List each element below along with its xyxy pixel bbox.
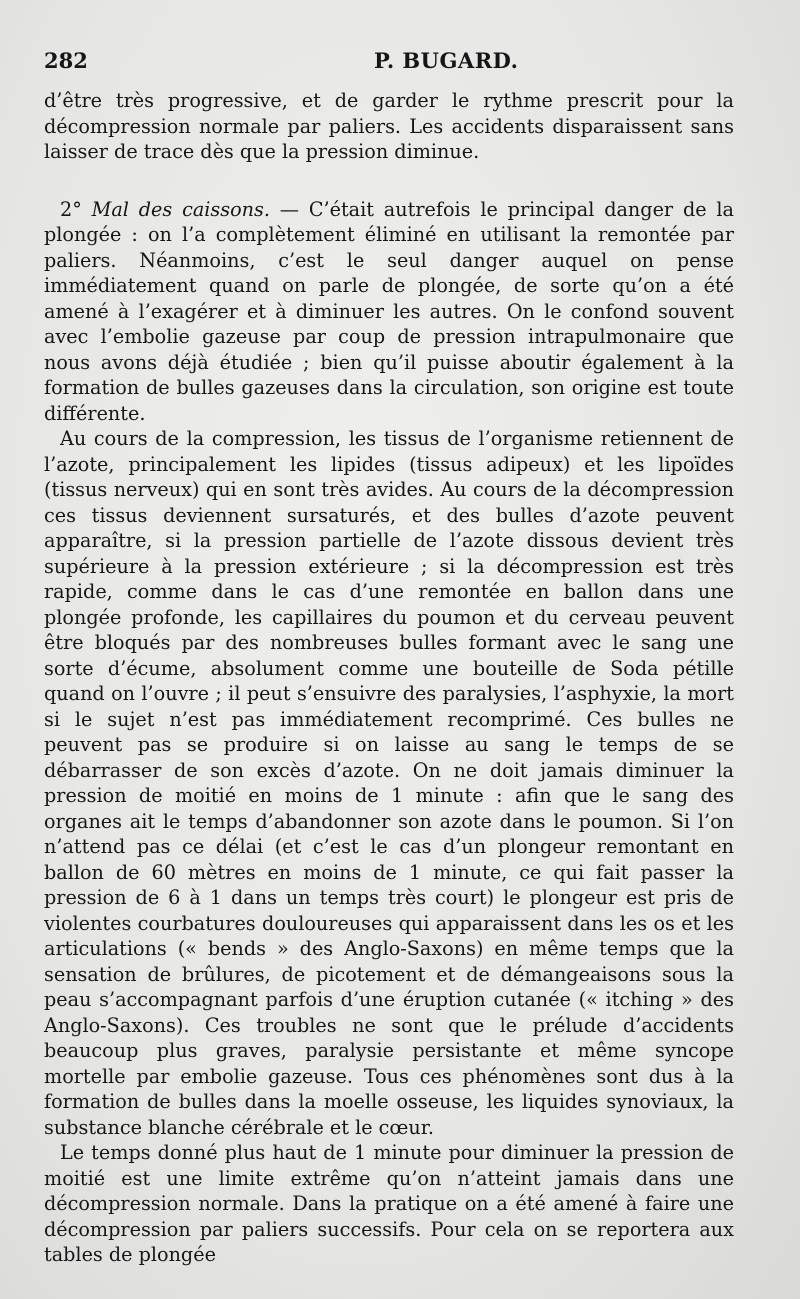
body-text <box>44 88 734 1268</box>
paragraph-continuation: d’être très progressive, et de garder le rythme prescrit pour la décompression normale par paliers. Les accidents disparaissent sans laisser de trace dès que la pression diminue. <box>44 89 734 163</box>
paragraph-mal-des-caissons <box>44 197 734 427</box>
page-number: 282 <box>44 48 88 73</box>
running-head: P. BUGARD. <box>374 48 519 73</box>
page-header <box>44 48 760 76</box>
paragraph-compression: Au cours de la compression, les tissus de l’organisme retiennent de l’azote, principalement les lipides (tissus adipeux) et les lipoïdes (tissus nerveux) qui en sont très avides. Au cours de la décompression ces tissus deviennent sursaturés, et des bulles d’azote peuvent apparaître, si la pression partielle de l’azote dissous devient très supérieure à la pression extérieure ; si la décompression est très rapide, comme dans le cas d’une remontée en ballon dans une plongée profonde, les capillaires du poumon et du cerveau peuvent être bloqués par des nombreuses bulles formant avec le sang une sorte d’écume, absolument comme une bouteille de Soda pétille quand on l’ouvre ; il peut s’ensuivre des paralysies, l’asphyxie, la mort si le sujet n’est pas immédiatement recomprimé. Ces bulles ne peuvent pas se produire si on laisse au sang le temps de se débarrasser de son excès d’azote. On ne doit jamais diminuer la pression de moitié en moins de 1 minute : afin que le sang des organes ait le temps d’abandonner son azote dans le poumon. Si l’on n’attend pas ce délai (et c’est le cas d’un plongeur remontant en ballon de 60 mètres en moins de 1 minute, ce qui fait passer la pression de 6 à 1 dans un temps très court) le plongeur est pris de violentes courbatures douloureuses qui apparaissent dans les os et les articulations (« bends » des Anglo-Saxons) en même temps que la sensation de brûlures, de picotement et de démangeaisons sous la peau s’accompagnant parfois d’une éruption cutanée (« itching » des Anglo-Saxons). Ces troubles ne sont que le prélude d’accidents beaucoup plus graves, paralysie persistante et même syncope mortelle par embolie gazeuse. Tous ces phénomènes sont dus à la formation de bulles dans la moelle osseuse, les liquides synoviaux, la substance blanche cérébrale et le cœur. <box>44 427 734 1139</box>
section-title: Mal des caissons. <box>91 197 270 221</box>
section-number: 2° <box>60 197 82 221</box>
paragraph-temps-donne: Le temps donné plus haut de 1 minute pour diminuer la pression de moitié est une limite extrême qu’on n’atteint jamais dans une décompression normale. Dans la pratique on a été amené à faire une décompression par paliers successifs. Pour cela on se reportera aux tables de plongée <box>44 1141 734 1266</box>
section-paragraph-text: — C’était autrefois le principal danger de la plongée : on l’a complètement éliminé en utilisant la remontée par paliers. Néanmoins, c’est le seul danger auquel on pense immédiatement quand on parle de plongée, de sorte qu’on a été amené à l’exagérer et à diminuer les autres. On le confond souvent avec l’embolie gazeuse par coup de pression intrapulmonaire que nous avons déjà étudiée ; bien qu’il puisse aboutir également à la formation de bulles gazeuses dans la circulation, son origine est toute différente. <box>44 197 735 425</box>
